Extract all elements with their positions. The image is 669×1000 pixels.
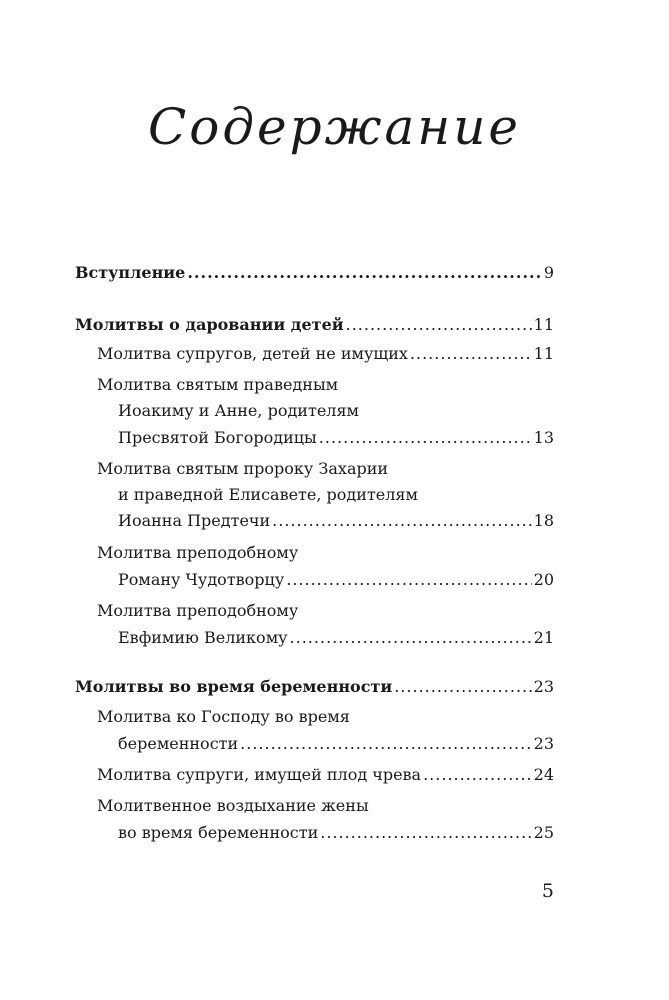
toc-entry-last-line <box>118 820 554 846</box>
toc-entry-title-line: Молитва святым праведным <box>97 375 339 394</box>
toc-entry-title-line: беременности <box>118 734 239 753</box>
toc-entry-title: Молитвы о даровании детей <box>75 315 344 334</box>
toc-entry-2-2[interactable] <box>97 762 554 788</box>
toc-leader-dots <box>272 508 531 534</box>
toc-entry-page: 20 <box>533 570 554 589</box>
toc-entry-last-line <box>118 508 554 534</box>
toc-section-heading-1[interactable] <box>75 312 554 338</box>
toc-entry-intro[interactable] <box>75 260 554 286</box>
toc-entry-title: Вступление <box>75 263 186 282</box>
toc-leader-dots <box>423 762 532 788</box>
toc-entry-title: Молитва супругов, детей не имущих <box>97 344 408 363</box>
toc-entry-title-line: Молитва преподобному <box>97 543 299 562</box>
toc-entry-page: 18 <box>533 511 554 530</box>
toc-leader-dots <box>286 567 531 593</box>
toc-entry-title-line: Молитва преподобному <box>97 601 299 620</box>
toc-entry-1-1[interactable] <box>97 341 554 367</box>
toc-entry-last-line <box>118 425 554 451</box>
toc-entry-title-line: Евфимию Великому <box>118 628 288 647</box>
toc-section-heading-2[interactable] <box>75 674 554 700</box>
toc-entry-title-line: Иоанна Предтечи <box>118 511 271 530</box>
toc-entry-page: 13 <box>533 428 554 447</box>
toc-entry-title-line: и праведной Елисавете, родителям <box>118 485 418 504</box>
toc-leader-dots <box>290 625 532 651</box>
toc-entry-title-line: Роману Чудотворцу <box>118 570 285 589</box>
page-title: Содержание <box>147 98 522 156</box>
toc-entry-title: Молитвы во время беременности <box>75 677 393 696</box>
toc-entry-page: 9 <box>543 263 554 282</box>
toc-entry-title-line: Молитва святым пророку Захарии <box>97 459 389 478</box>
toc-leader-dots <box>319 425 532 451</box>
toc-entry-page: 25 <box>533 823 554 842</box>
toc-entry-title-line: Молитва ко Господу во время <box>97 707 350 726</box>
toc-entry-title-line: Молитвенное воздыхание жены <box>97 796 369 815</box>
toc-entry-title-line: во время беременности <box>118 823 319 842</box>
toc-entry-page: 23 <box>533 677 554 696</box>
toc-entry-page: 24 <box>533 765 554 784</box>
toc-entry-title-line: Пресвятой Богородицы <box>118 428 317 447</box>
toc-entry-page: 11 <box>533 315 554 334</box>
toc-entry-last-line <box>118 625 554 651</box>
toc-leader-dots <box>187 260 541 286</box>
toc-leader-dots <box>410 341 532 367</box>
toc-entry-last-line <box>118 731 554 757</box>
toc-entry-title: Молитва супруги, имущей плод чрева <box>97 765 422 784</box>
toc-entry-page: 11 <box>533 344 554 363</box>
toc-entry-page: 23 <box>533 734 554 753</box>
page-number: 5 <box>541 880 554 902</box>
toc-leader-dots <box>346 312 532 338</box>
toc-entry-title-line: Иоакиму и Анне, родителям <box>118 401 359 420</box>
toc-leader-dots <box>394 674 531 700</box>
toc-entry-page: 21 <box>533 628 554 647</box>
toc-leader-dots <box>240 731 531 757</box>
toc-leader-dots <box>320 820 531 846</box>
toc-entry-last-line <box>118 567 554 593</box>
